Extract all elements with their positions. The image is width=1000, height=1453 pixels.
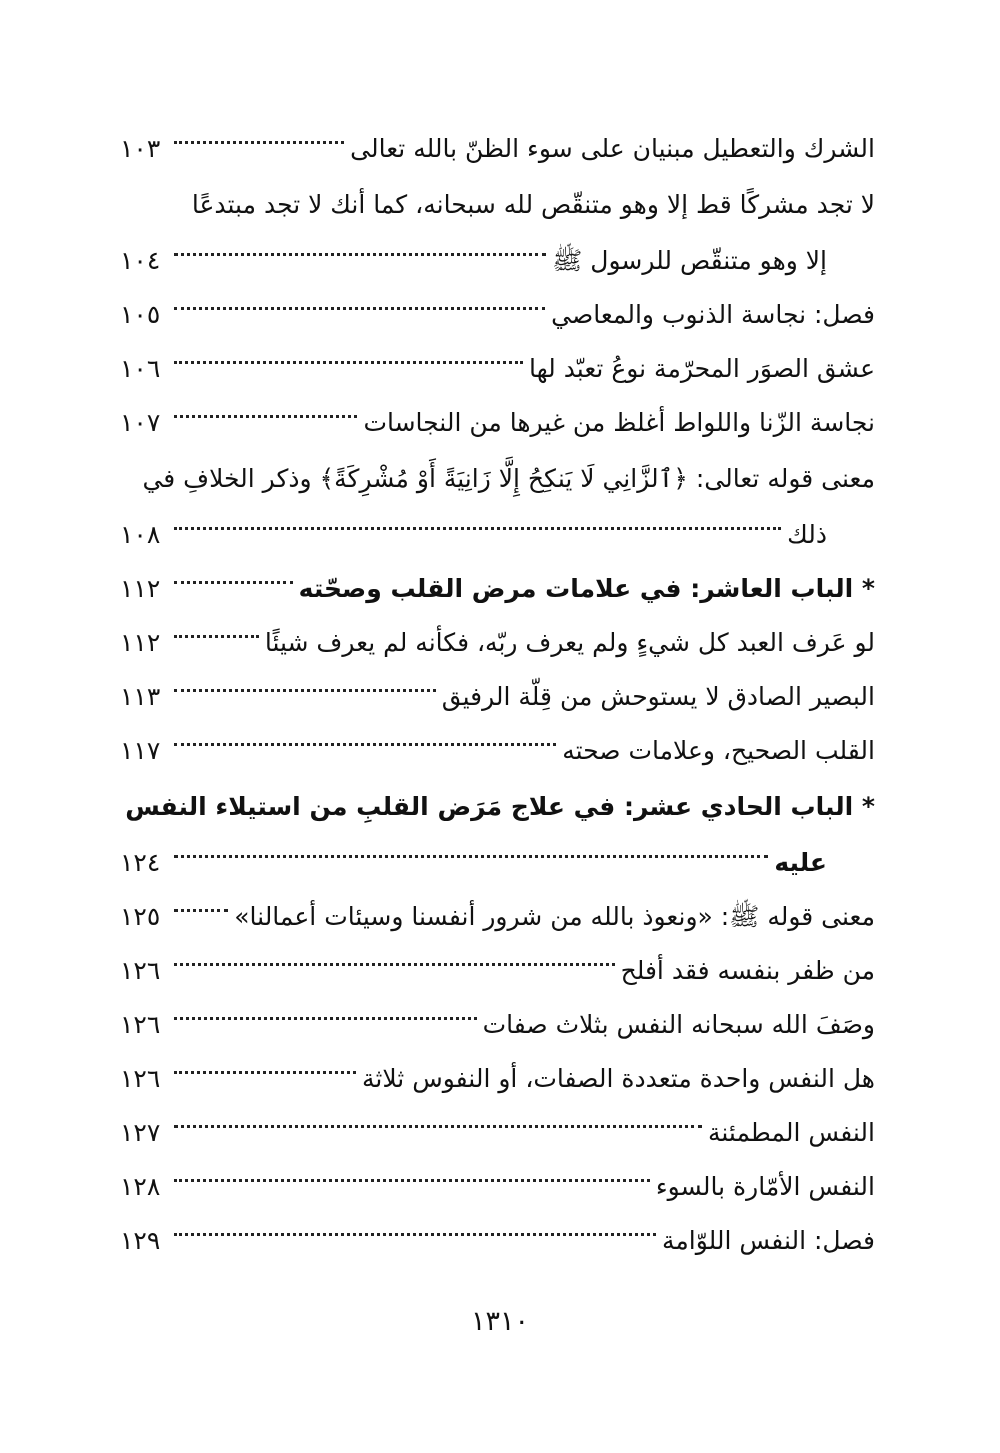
toc-entry-title: لا تجد مشركًا قط إلا وهو متنقّص لله سبحانه، كما أنك لا تجد مبتدعًا (191, 190, 875, 219)
dot-leader (174, 963, 615, 966)
toc-entry (120, 1214, 875, 1268)
toc-entry (120, 396, 875, 450)
dot-leader (174, 1233, 656, 1236)
toc-entry-title: فصل: نجاسة الذنوب والمعاصي (551, 300, 875, 329)
toc-entry-title: هل النفس واحدة متعددة الصفات، أو النفوس ثلاثة (362, 1064, 875, 1093)
toc-entry (120, 998, 875, 1052)
toc-entry-continuation (120, 508, 875, 562)
toc-entry (120, 122, 875, 176)
toc-entry-title: إلا وهو متنقّص للرسول ﷺ (552, 246, 827, 275)
toc-entry-title: فصل: النفس اللوّامة (661, 1226, 875, 1255)
dot-leader (174, 581, 293, 584)
toc-entry-page: ١٠٨ (120, 520, 161, 549)
dot-leader (174, 361, 523, 364)
toc-entry (120, 176, 875, 234)
toc-entry-title: الشرك والتعطيل مبنيان على سوء الظنّ بالله تعالى (350, 134, 875, 163)
dot-leader (174, 253, 546, 256)
toc-entry-continuation (120, 836, 875, 890)
toc-entry (120, 670, 875, 724)
toc-entry-title: من ظفر بنفسه فقد أفلح (620, 956, 875, 985)
dot-leader (174, 909, 228, 912)
dot-leader (174, 1071, 356, 1074)
toc-entry-title: معنى قوله تعالى: ﴿ٱلزَّانِي لَا يَنكِحُ إِلَّا زَانِيَةً أَوْ مُشْرِكَةً﴾ وذكر الخلافِ في (142, 464, 875, 493)
toc-entry-page: ١٢٨ (120, 1172, 161, 1201)
toc-entry-page: ١٠٤ (120, 246, 161, 275)
toc-entry-title: عليه (774, 848, 827, 877)
toc-entry-page: ١٢٦ (120, 956, 161, 985)
toc-entry-title: لو عَرف العبد كل شيءٍ ولم يعرف ربّه، فكأنه لم يعرف شيئًا (264, 628, 875, 657)
toc-entry-page: ١١٢ (120, 628, 161, 657)
dot-leader (174, 307, 545, 310)
toc-entry-continuation (120, 234, 875, 288)
toc-entry-page: ١٠٧ (120, 408, 161, 437)
toc-entry-page: ١١٧ (120, 736, 161, 765)
dot-leader (174, 1017, 477, 1020)
toc-entry-title: معنى قوله ﷺ: «ونعوذ بالله من شرور أنفسنا وسيئات أعمالنا» (234, 902, 875, 931)
table-of-contents (120, 122, 875, 1268)
toc-entry (120, 616, 875, 670)
toc-entry-title: القلب الصحيح، وعلامات صحته (562, 736, 875, 765)
dot-leader (174, 1179, 650, 1182)
toc-entry-title: البصير الصادق لا يستوحش من قِلّة الرفيق (441, 682, 875, 711)
toc-entry-title: وصَفَ الله سبحانه النفس بثلاث صفات (482, 1010, 875, 1039)
toc-entry-page: ١٠٥ (120, 300, 161, 329)
toc-entry-page: ١٢٦ (120, 1010, 161, 1039)
toc-entry-page: ١٢٩ (120, 1226, 161, 1255)
toc-entry-page: ١٢٧ (120, 1118, 161, 1147)
dot-leader (174, 689, 436, 692)
toc-entry-title: * الباب الحادي عشر: في علاج مَرَض القلبِ من استيلاء النفس (125, 792, 875, 821)
toc-entry (120, 1160, 875, 1214)
toc-entry (120, 450, 875, 508)
toc-entry-page: ١٢٦ (120, 1064, 161, 1093)
toc-entry-page: ١٠٦ (120, 354, 161, 383)
dot-leader (174, 415, 357, 418)
toc-chapter-heading (120, 778, 875, 836)
dot-leader (174, 743, 556, 746)
toc-entry (120, 342, 875, 396)
toc-entry-title: ذلك (787, 520, 827, 549)
toc-entry-page: ١٠٣ (120, 134, 161, 163)
dot-leader (174, 635, 259, 638)
toc-entry (120, 1106, 875, 1160)
dot-leader (174, 855, 768, 858)
toc-entry (120, 288, 875, 342)
toc-entry-title: النفس المطمئنة (707, 1118, 875, 1147)
toc-entry-title: نجاسة الزّنا واللواط أغلظ من غيرها من النجاسات (363, 408, 875, 437)
toc-entry-page: ١٢٤ (120, 848, 161, 877)
toc-entry-title: النفس الأمّارة بالسوء (655, 1172, 875, 1201)
toc-entry-page: ١٢٥ (120, 902, 161, 931)
toc-entry-page: ١١٢ (120, 574, 161, 603)
dot-leader (174, 527, 781, 530)
toc-entry (120, 1052, 875, 1106)
toc-chapter-heading (120, 562, 875, 616)
dot-leader (174, 1125, 702, 1128)
toc-entry-page: ١١٣ (120, 682, 161, 711)
toc-entry-title: عشق الصوَر المحرّمة نوعُ تعبّد لها (528, 354, 875, 383)
toc-entry-title: * الباب العاشر: في علامات مرض القلب وصحّته (298, 574, 875, 603)
toc-entry (120, 724, 875, 778)
dot-leader (174, 141, 344, 144)
toc-entry (120, 890, 875, 944)
page-number: ١٣١٠ (470, 1306, 529, 1337)
toc-entry (120, 944, 875, 998)
